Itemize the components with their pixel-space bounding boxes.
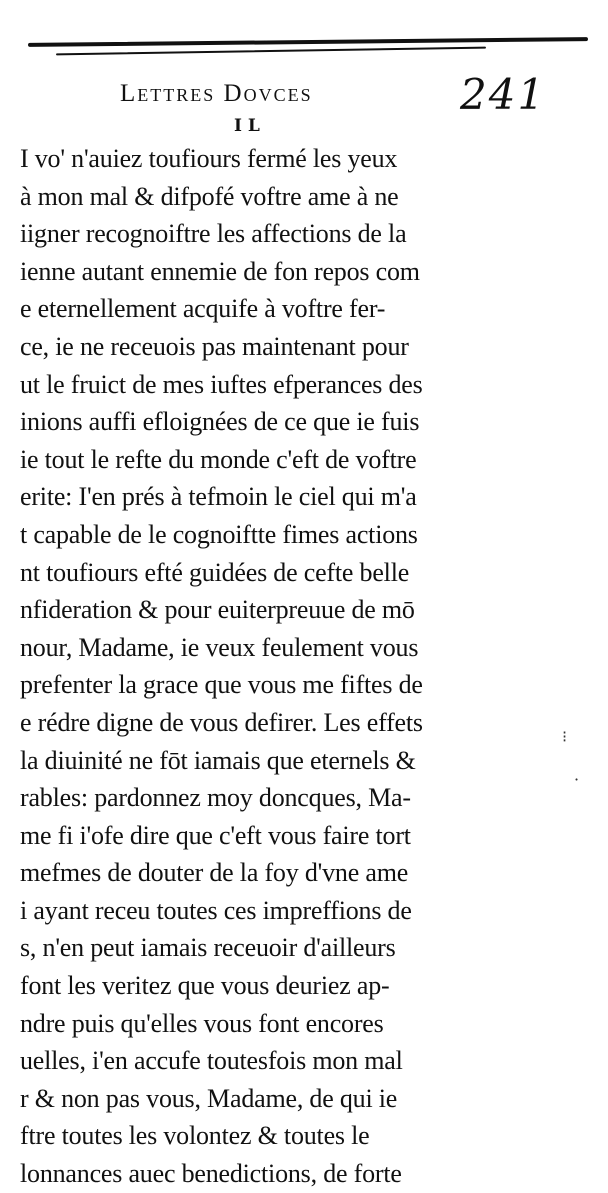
text-line: nt toufiours efté guidées de cefte belle [20,557,410,587]
top-border-rule-secondary [56,47,486,56]
body-text [20,140,510,1193]
margin-mark: · [574,770,580,789]
text-line: à mon mal & difpofé voftre ame à ne [20,181,399,211]
text-line: nour, Madame, ie veux feulement vous [20,632,419,662]
text-line: ndre puis qu'elles vous font encores [20,1008,384,1038]
running-title: Lettres Dovces [120,80,313,107]
text-line: font les veritez que vous deuriez ap- [20,971,390,1001]
text-line: uelles, i'en accufe toutesfois mon mal [20,1046,403,1076]
text-line: inions auffi efloignées de ce que ie fuis [20,407,420,437]
text-line: erite: I'en prés à tefmoin le ciel qui m'a [20,482,417,512]
text-line: me fi i'ofe dire que c'eft vous faire tort [20,820,411,850]
section-signature: I L [234,116,260,136]
text-line: nfideration & pour euiterpreuue de mō [20,595,415,625]
text-line: e eternellement acquife à voftre fer- [20,294,386,324]
text-line: prefenter la grace que vous me fiftes de [20,670,423,700]
text-line: s, n'en peut iamais receuoir d'ailleurs [20,933,396,963]
text-line: i ayant receu toutes ces impreffions de [20,895,412,925]
text-line: lonnances auec benedictions, de forte [20,1159,402,1189]
text-line: ie tout le refte du monde c'eft de voftre [20,444,417,474]
text-line: ut le fruict de mes iuftes efperances des [20,369,423,399]
text-line: r & non pas vous, Madame, de qui ie [20,1083,398,1113]
text-line: rables: pardonnez moy doncques, Ma- [20,783,411,813]
text-line: ienne autant ennemie de fon repos com [20,256,420,286]
margin-mark: ⁝ [562,727,568,746]
text-line: ftre toutes les volontez & toutes le [20,1121,370,1151]
text-line: ce, ie ne receuois pas maintenant pour [20,331,409,361]
text-line: I vo' n'auiez toufiours fermé les yeux [20,144,398,173]
text-line: la diuinité ne fōt iamais que eternels & [20,745,416,775]
folio-number: 241 [460,70,547,119]
text-line: iigner recognoiftre les affections de la [20,219,407,249]
text-line: mefmes de douter de la foy d'vne ame [20,858,409,888]
text-line: e rédre digne de vous defirer. Les effets [20,707,423,737]
top-border-rule [28,37,588,47]
text-line: t capable de le cognoiftte fimes actions [20,519,418,549]
